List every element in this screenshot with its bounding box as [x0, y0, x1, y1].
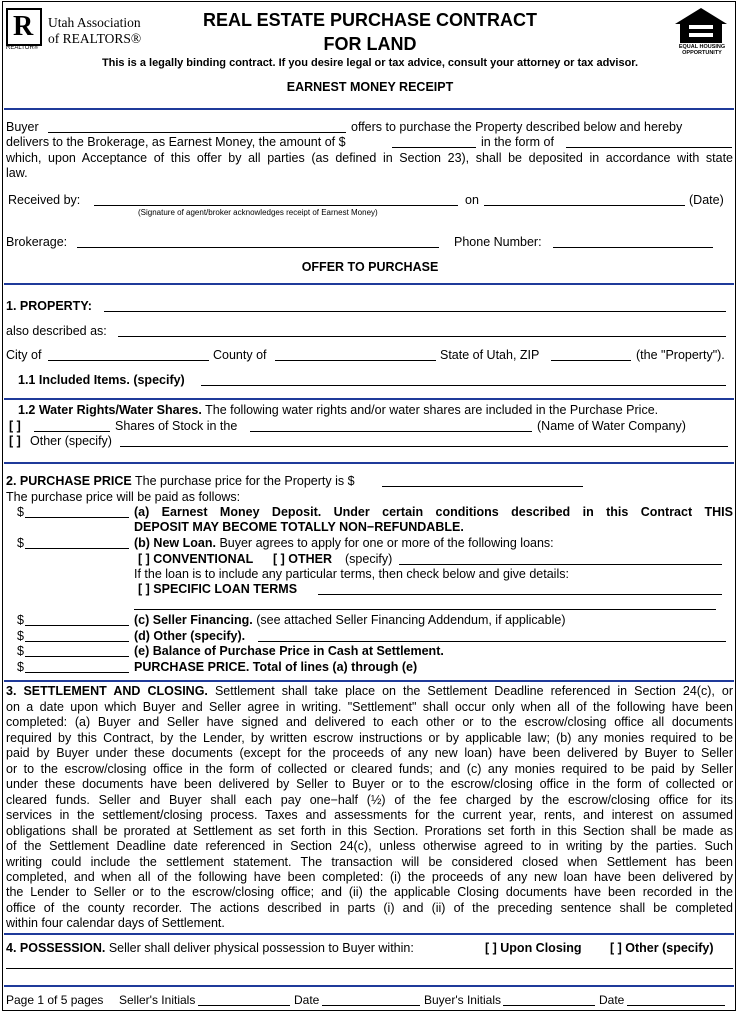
purchase-price-text: The purchase price for the Property is $	[134, 474, 355, 488]
upon-closing-checkbox[interactable]: [ ] Upon Closing	[485, 941, 582, 955]
property-label: 1. PROPERTY:	[6, 299, 92, 313]
settlement-line: on a date upon which Buyer and Seller agree in writing. "Settlement" shall occur only when all of the following have been	[6, 700, 733, 714]
included-items-field[interactable]	[201, 385, 726, 386]
item-c-label: (c) Seller Financing.	[134, 613, 253, 627]
received-date-field[interactable]	[484, 205, 685, 206]
seller-date-label: Date	[294, 993, 320, 1007]
association-name-line1: Utah Association	[48, 15, 141, 30]
water-shares-checkbox[interactable]: [ ]	[9, 419, 21, 433]
earnest-deposit-amount-field[interactable]	[25, 517, 129, 518]
seller-initials-field[interactable]	[198, 1005, 290, 1006]
settlement-line: or to the escrow/closing office in the form of collected or cleared funds; and (c) any monies required to be paid by Seller	[6, 761, 733, 776]
loan-terms-field-1[interactable]	[318, 594, 722, 595]
other-loan-checkbox[interactable]: [ ] OTHER	[273, 552, 333, 566]
settlement-heading: 3. SETTLEMENT AND CLOSING.	[6, 684, 208, 698]
settlement-first-line	[6, 684, 733, 698]
water-company-label: (Name of Water Company)	[537, 419, 686, 433]
on-label: on	[465, 193, 479, 207]
water-other-field[interactable]	[120, 446, 728, 447]
settlement-line: completed, and when all of the following have been completed: (i) the proceeds of any new loan have been delivered by	[6, 869, 733, 884]
item-e-label: (e) Balance of Purchase Price in Cash at Settlement.	[134, 644, 444, 658]
included-items-label: 1.1 Included Items. (specify)	[18, 373, 185, 387]
settlement-line: under these documents have been delivered by Seller to Buyer or to the escrow/closing office in the form of collected or	[6, 777, 733, 792]
settlement-line: required by this Contract, by the Lender, by written escrow instructions or by applicable law; (b) any monies required to be	[6, 730, 733, 745]
settlement-line: writing could include the settlement statement. The transaction will be considered closed when Settlement has been	[6, 854, 733, 869]
possession-field[interactable]	[6, 968, 733, 969]
county-field[interactable]	[275, 360, 436, 361]
item-a-line2: DEPOSIT MAY BECOME TOTALLY NON−REFUNDABLE.	[134, 520, 464, 534]
divider	[4, 108, 734, 110]
purchase-price-heading: 2. PURCHASE PRICE	[6, 474, 132, 488]
other-specify-field[interactable]	[258, 641, 726, 642]
settlement-line: services in the settlement/closing process. Taxes and assessments for the current year, rents, and interest on assumed	[6, 808, 733, 823]
water-company-field[interactable]	[250, 431, 532, 432]
city-label: City of	[6, 348, 42, 362]
received-by-label: Received by:	[8, 193, 81, 207]
settlement-line: office of the county recorder. The actions described in parts (i) and (ii) of the preceding sentence shall be completed	[6, 900, 733, 915]
zip-field[interactable]	[551, 360, 631, 361]
dollar-e: $	[17, 644, 24, 658]
settlement-line: obligations shall be prorated at Settlement as set forth in this Section. Prorations set forth in this Section shall be made as	[6, 823, 733, 838]
item-b-label: (b) New Loan.	[134, 536, 216, 550]
new-loan-amount-field[interactable]	[25, 548, 129, 549]
property-field[interactable]	[104, 311, 726, 312]
law-text: law.	[6, 166, 28, 180]
dollar-total: $	[17, 660, 24, 674]
realtor-logo: R	[6, 8, 42, 46]
delivers-text: delivers to the Brokerage, as Earnest Money, the amount of $	[6, 135, 346, 149]
item-b-row	[134, 536, 554, 550]
seller-financing-amount-field[interactable]	[25, 625, 129, 626]
offer-heading: OFFER TO PURCHASE	[301, 260, 439, 274]
other-loan-specify: (specify)	[345, 552, 393, 566]
dollar-c: $	[17, 613, 24, 627]
other-amount-field[interactable]	[25, 641, 129, 642]
settlement-line: cleared funds. Seller and Buyer shall each pay one−half (½) of the fee charged by the escrow/closing office for its	[6, 792, 733, 807]
dollar-a: $	[17, 505, 24, 519]
settlement-line: the Lender to Seller or to the escrow/closing office; and (ii) the applicable Closing documents have been recorded in the	[6, 885, 733, 900]
divider	[4, 680, 734, 682]
which-text: which, upon Acceptance of this offer by all parties (as defined in Section 23), shall be deposited in accordance with state	[6, 151, 733, 165]
property-suffix: (the "Property").	[636, 348, 725, 362]
buyer-label: Buyer	[6, 120, 39, 134]
loan-terms-text: If the loan is to include any particular terms, then check below and give details:	[134, 567, 569, 581]
seller-initials-label: Seller's Initials	[119, 993, 196, 1007]
page-title: REAL ESTATE PURCHASE CONTRACT	[202, 10, 537, 30]
realtor-label: REALTOR®	[6, 45, 39, 51]
purchase-price-row	[6, 474, 355, 488]
shares-text: Shares of Stock in the	[115, 419, 238, 433]
equal-housing-icon	[671, 6, 731, 47]
earnest-money-heading: EARNEST MONEY RECEIPT	[286, 80, 454, 94]
state-label: State of Utah, ZIP	[440, 348, 540, 362]
item-a-line1: (a) Earnest Money Deposit. Under certain conditions described in this Contract THIS	[134, 505, 733, 519]
buyer-name-field[interactable]	[48, 132, 346, 133]
association-name-line2: of REALTORS®	[48, 31, 142, 46]
brokerage-field[interactable]	[77, 247, 439, 248]
legal-notice: This is a legally binding contract. If you desire legal or tax advice, consult your attorney or tax advisor.	[101, 57, 639, 69]
purchase-price-field[interactable]	[382, 486, 583, 487]
settlement-line: paid by Buyer under these documents (except for the proceeds of any new loan) have been delivered by Buyer to Seller	[6, 746, 733, 761]
signature-note: (Signature of agent/broker acknowledges receipt of Earnest Money)	[138, 208, 378, 217]
possession-heading: 4. POSSESSION.	[6, 941, 106, 955]
earnest-form-field[interactable]	[566, 147, 732, 148]
other-loan-field[interactable]	[399, 564, 722, 565]
water-rights-text: The following water rights and/or water shares are included in the Purchase Price.	[205, 403, 659, 417]
divider	[4, 933, 734, 935]
settlement-line: of the Settlement Deadline date referenced in Section 24(c), unless otherwise agreed to in writing by the parties. Such	[6, 839, 733, 854]
buyer-initials-label: Buyer's Initials	[424, 993, 501, 1007]
seller-date-field[interactable]	[322, 1005, 420, 1006]
paid-as-follows-text: The purchase price will be paid as follows:	[6, 490, 241, 504]
phone-label: Phone Number:	[454, 235, 542, 249]
item-b-text: Buyer agrees to apply for one or more of the following loans:	[219, 536, 554, 550]
offers-text: offers to purchase the Property described below and hereby	[351, 120, 683, 134]
divider	[4, 283, 734, 285]
possession-row	[6, 941, 414, 955]
possession-text: Seller shall deliver physical possession to Buyer within:	[108, 941, 414, 955]
also-described-label: also described as:	[6, 324, 107, 338]
equal-housing-line1: EQUAL HOUSING	[678, 44, 726, 50]
divider	[4, 398, 734, 400]
water-rights-heading: 1.2 Water Rights/Water Shares.	[18, 403, 202, 417]
settlement-line: completed: (a) Buyer and Seller have signed and delivered to each other or to the escrow/closing office all documents	[6, 715, 733, 730]
settlement-last-line: within four calendar days of Settlement.	[6, 916, 225, 930]
possession-other-checkbox[interactable]: [ ] Other (specify)	[610, 941, 714, 955]
divider	[4, 985, 734, 987]
dollar-b: $	[17, 536, 24, 550]
conventional-checkbox[interactable]: [ ] CONVENTIONAL	[138, 552, 254, 566]
loan-terms-field-2[interactable]	[134, 609, 716, 610]
buyer-date-label: Date	[599, 993, 625, 1007]
total-label: PURCHASE PRICE. Total of lines (a) through (e)	[134, 660, 418, 674]
county-label: County of	[213, 348, 267, 362]
specific-terms-checkbox[interactable]: [ ] SPECIFIC LOAN TERMS	[138, 582, 298, 596]
buyer-date-field[interactable]	[627, 1005, 725, 1006]
received-signature-field[interactable]	[94, 205, 458, 206]
form-of-text: in the form of	[481, 135, 554, 149]
item-d-label: (d) Other (specify).	[134, 629, 246, 643]
also-described-field[interactable]	[118, 336, 726, 337]
page-number: Page 1 of 5 pages	[6, 993, 104, 1007]
page-subtitle: FOR LAND	[323, 34, 417, 54]
brokerage-label: Brokerage:	[6, 235, 68, 249]
buyer-initials-field[interactable]	[503, 1005, 595, 1006]
water-other-label: Other (specify)	[30, 434, 112, 448]
dollar-d: $	[17, 629, 24, 643]
total-price-field[interactable]	[25, 672, 129, 673]
balance-amount-field[interactable]	[25, 656, 129, 657]
water-other-checkbox[interactable]: [ ]	[9, 434, 21, 448]
date-label: (Date)	[689, 193, 724, 207]
shares-count-field[interactable]	[34, 431, 110, 432]
item-c-row	[134, 613, 565, 627]
equal-housing-line2: OPPORTUNITY	[682, 50, 722, 56]
earnest-amount-field[interactable]	[392, 147, 476, 148]
water-rights-row	[18, 403, 658, 417]
phone-field[interactable]	[553, 247, 713, 248]
divider	[4, 462, 734, 464]
item-c-text: (see attached Seller Financing Addendum, if applicable)	[256, 613, 566, 627]
city-field[interactable]	[48, 360, 209, 361]
settlement-line: Settlement shall take place on the Settlement Deadline referenced in Section 24(c), or	[214, 684, 733, 698]
